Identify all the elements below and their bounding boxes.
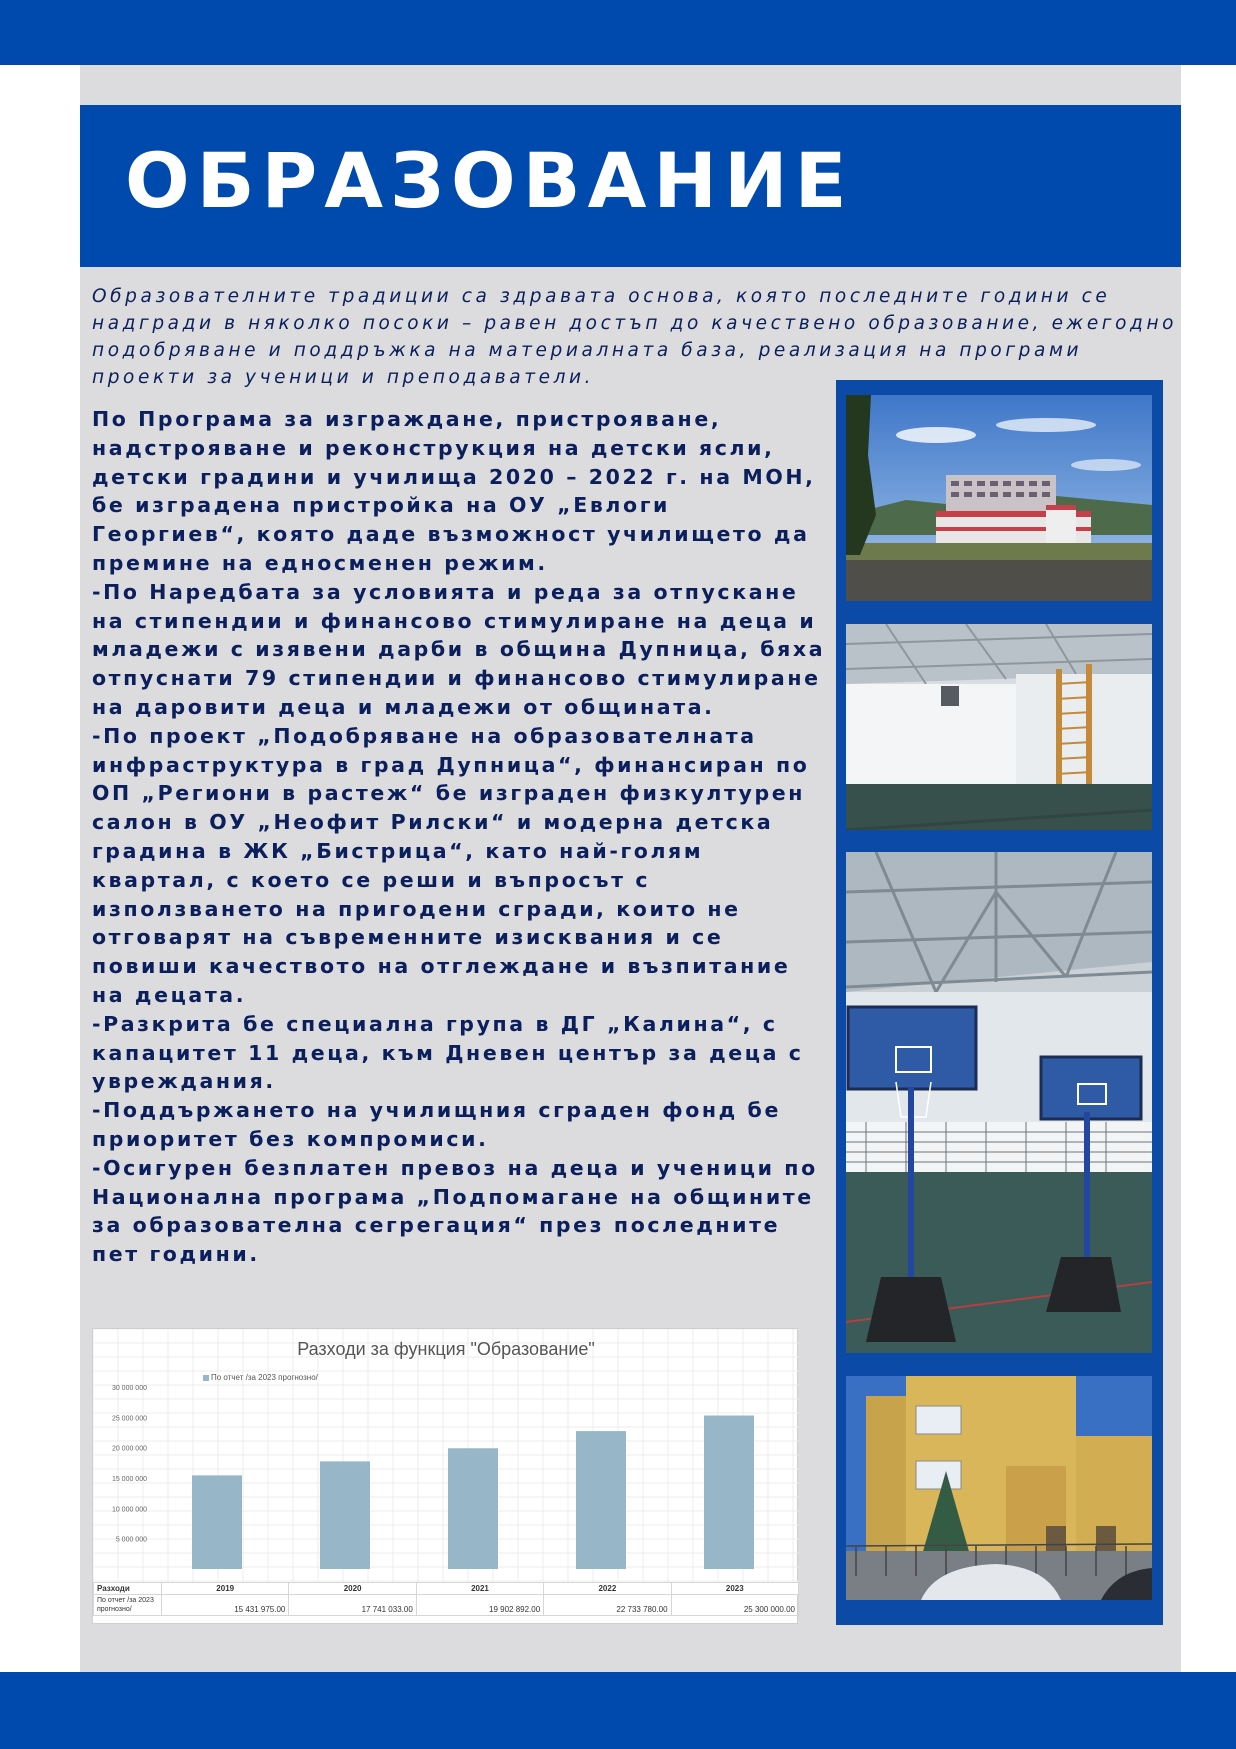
bar-2019: [192, 1475, 242, 1569]
table-header-row: [94, 1583, 799, 1595]
table-year-2021: 2021: [416, 1583, 543, 1595]
table-value-2023: 25 300 000.00: [671, 1595, 798, 1616]
y-tick-label: 5 000 000: [115, 1536, 147, 1544]
basketball-gym-photo: [846, 852, 1152, 1353]
legend-label: По отчет /за 2023 прогнозно/: [211, 1373, 318, 1382]
school-building-photo: [846, 395, 1152, 601]
y-tick-label: 30 000 000: [111, 1385, 147, 1392]
chart-legend: [203, 1373, 318, 1382]
title-banner: [80, 105, 1181, 267]
y-tick-label: 20 000 000: [111, 1445, 147, 1453]
table-value-row: [94, 1595, 799, 1616]
page-title: ОБРАЗОВАНИЕ: [125, 136, 854, 225]
photo-column: [836, 380, 1163, 1625]
table-header-label: Разходи: [94, 1583, 162, 1595]
paragraph-building-maintenance: -Поддържането на училищния сграден фонд бе приоритет без компромиси.: [92, 1098, 781, 1151]
table-row-label: По отчет /за 2023 прогнозно/: [94, 1595, 162, 1616]
table-year-2022: 2022: [544, 1583, 671, 1595]
y-tick-label: 15 000 000: [111, 1476, 147, 1483]
table-value-2020: 17 741 033.00: [289, 1595, 416, 1616]
paragraph-infrastructure-project: -По проект „Подобряване на образователната инфраструктура в град Дупница“, финансиран по ОП „Региони в растеж“ бе изграден физкултурен салон в ОУ „Неофит Рилски“ и модерна детска градина в ЖК „Бистрица“, като най-голям квартал, с което се реши и въпросът с използването на пригодени сгради, които не отговарят на съвременните изисквания и се повиши качеството на отглеждане и възпитание на децата.: [92, 723, 810, 1007]
table-value-2021: 19 902 892.00: [416, 1595, 543, 1616]
chart-title: Разходи за функция "Образование": [297, 1339, 595, 1359]
table-year-2019: 2019: [162, 1583, 289, 1595]
intro-paragraph: Образователните традиции са здравата основа, която последните години се надгради в няколко посоки – равен достъп до качествено образование, ежегодно подобряване и поддръжка на материалната база, реализация на програми проекти за ученици и преподаватели.: [92, 286, 1178, 388]
table-year-2020: 2020: [289, 1583, 416, 1595]
bar-2023: [704, 1416, 754, 1569]
bottom-blue-band: [0, 1672, 1236, 1749]
y-tick-label: 25 000 000: [111, 1415, 147, 1423]
body-text: [92, 405, 827, 1269]
bar-2020: [320, 1461, 370, 1569]
top-blue-band: [0, 0, 1236, 65]
paragraph-scholarships: -По Наредбата за условията и реда за отпускане на стипендии и финансово стимулиране на деца и младежи с изявени дарби в община Дупница, бяха отпуснати 79 стипендии и финансово стимулиране на даровити деца и младежи от общината.: [92, 579, 826, 719]
paragraph-free-transport: -Осигурен безплатен превоз на деца и ученици по Национална програма „Подпомагане на общините за образователна сегрегация“ през последните пет години.: [92, 1155, 818, 1267]
bar-2022: [576, 1431, 626, 1569]
legend-swatch: [203, 1375, 209, 1381]
education-expenditure-chart: [92, 1328, 798, 1624]
table-year-2023: 2023: [671, 1583, 798, 1595]
table-value-2019: 15 431 975.00: [162, 1595, 289, 1616]
table-value-2022: 22 733 780.00: [544, 1595, 671, 1616]
empty-gym-photo: [846, 624, 1152, 830]
chart-plot-area: [93, 1329, 799, 1582]
bar-2021: [448, 1448, 498, 1569]
paragraph-kindergarten-program: По Програма за изграждане, пристрояване, надстрояване и реконструкция на детски ясли, детски градини и училища 2020 – 2022 г. на МОН, бе изградена пристройка на ОУ „Евлоги Георгиев“, която даде възможност училището да премине на едносменен режим.: [92, 407, 816, 575]
y-tick-label: 10 000 000: [111, 1506, 147, 1514]
chart-data-table: [93, 1582, 799, 1616]
yellow-building-photo: [846, 1376, 1152, 1600]
paragraph-special-group: -Разкрита бе специална група в ДГ „Калина“, с капацитет 11 деца, към Дневен център за деца с увреждания.: [92, 1011, 804, 1094]
